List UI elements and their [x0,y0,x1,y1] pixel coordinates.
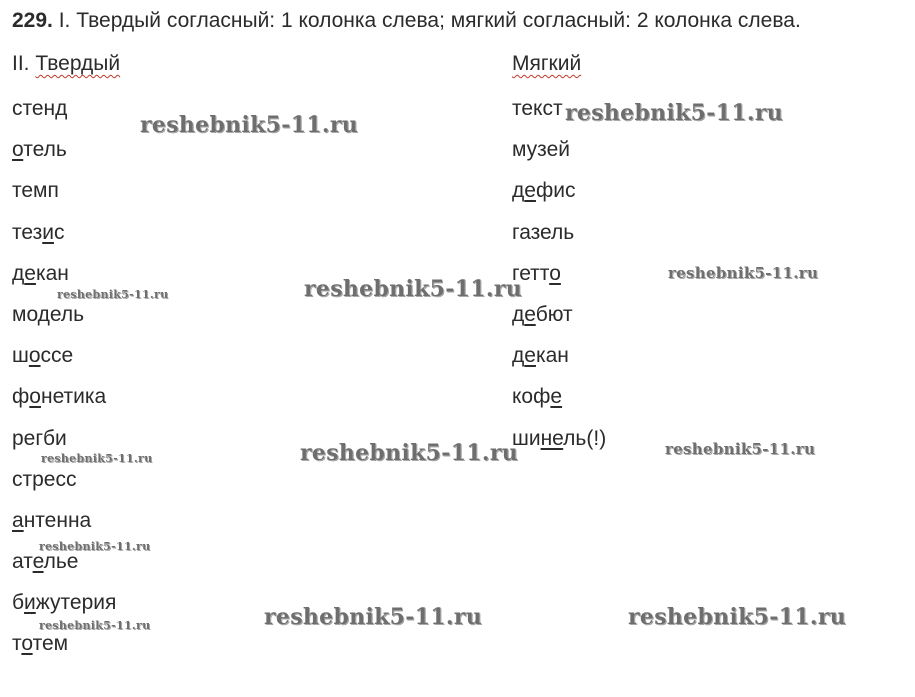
stressed-letter: е [32,550,44,574]
hard-column-header [12,48,120,80]
stressed-letter: о [28,344,41,368]
stressed-letter: е [524,344,536,368]
word-part: ль(!) [563,426,607,450]
word-item [12,335,120,376]
watermark: reshebnik5-11.ru [300,440,519,466]
word-part: коф [512,385,551,409]
word-part: тем [32,632,69,656]
word-item [12,129,120,170]
word-item [12,170,120,211]
hard-column-title: Твердый [35,52,121,75]
exercise-heading [12,6,801,36]
word-part: жутерия [35,591,117,615]
watermark: reshebnik5-11.ru [668,264,819,282]
word-item [12,88,120,129]
soft-column-header [512,48,606,80]
word-part: кан [35,261,69,285]
word-part: ф [12,385,30,409]
soft-word-list [512,88,606,459]
watermark: reshebnik5-11.ru [565,100,784,126]
word-part: т [12,632,22,656]
hard-consonant-column [12,48,120,665]
stressed-letter: и [24,591,36,615]
stressed-letter: е [550,385,563,409]
word-part: музей [512,138,570,162]
watermark: reshebnik5-11.ru [665,440,816,458]
word-part: ши [512,426,541,450]
word-part: регби [12,426,67,450]
exercise-instruction: I. Твердый согласный: 1 колонка слева; мягкий согласный: 2 колонка слева. [52,9,801,32]
soft-column-title: Мягкий [512,52,582,75]
word-part: стенд [12,97,68,120]
word-part: стресс [12,467,77,491]
word-item [512,253,606,294]
word-part: гетт [512,261,550,285]
word-item [512,212,606,253]
watermark: reshebnik5-11.ru [140,112,359,138]
word-part: газель [512,220,575,244]
stressed-letter: е [24,261,36,285]
word-part: тель [23,138,67,162]
word-item [12,212,120,253]
stressed-letter: а [12,508,24,532]
word-item [512,376,606,417]
word-part: фис [535,179,576,203]
word-part: ат [12,550,33,574]
word-part: ссе [40,344,74,368]
word-item [512,170,606,211]
stressed-letter: е [524,179,536,203]
word-part: модель [12,302,85,326]
stressed-letter: и [42,220,54,244]
word-part: текст [512,97,563,120]
word-part: д [512,344,525,368]
word-part: д [512,302,525,326]
hard-word-list [12,88,120,665]
word-part: кан [535,344,569,368]
stressed-letter: о [21,632,33,656]
part-number: II. [12,52,36,75]
word-item [12,376,120,417]
watermark: reshebnik5-11.ru [628,604,847,630]
watermark: reshebnik5-11.ru [57,288,169,301]
word-item [512,418,606,459]
stressed-letter: не [540,426,564,450]
stressed-letter: о [29,385,41,409]
word-item [512,129,606,170]
watermark: reshebnik5-11.ru [264,604,483,630]
word-part: д [12,261,25,285]
word-item [512,335,606,376]
word-item [12,500,120,541]
word-item [512,294,606,335]
word-part: б [12,591,25,615]
watermark: reshebnik5-11.ru [39,540,151,553]
watermark: reshebnik5-11.ru [304,276,523,302]
exercise-number: 229. [12,9,53,32]
watermark: reshebnik5-11.ru [41,452,153,465]
stressed-letter: о [12,138,24,162]
word-part: тез [12,220,43,244]
word-part: д [512,179,525,203]
word-part: нетика [40,385,107,409]
word-part: нтенна [23,508,92,532]
word-part: бют [535,302,573,326]
word-item [12,582,120,623]
stressed-letter: о [549,261,561,285]
word-part: с [53,220,65,244]
word-part: темп [12,179,59,203]
word-part: ш [12,344,29,368]
watermark: reshebnik5-11.ru [39,619,151,632]
word-part: лье [43,550,79,574]
stressed-letter: е [524,302,536,326]
